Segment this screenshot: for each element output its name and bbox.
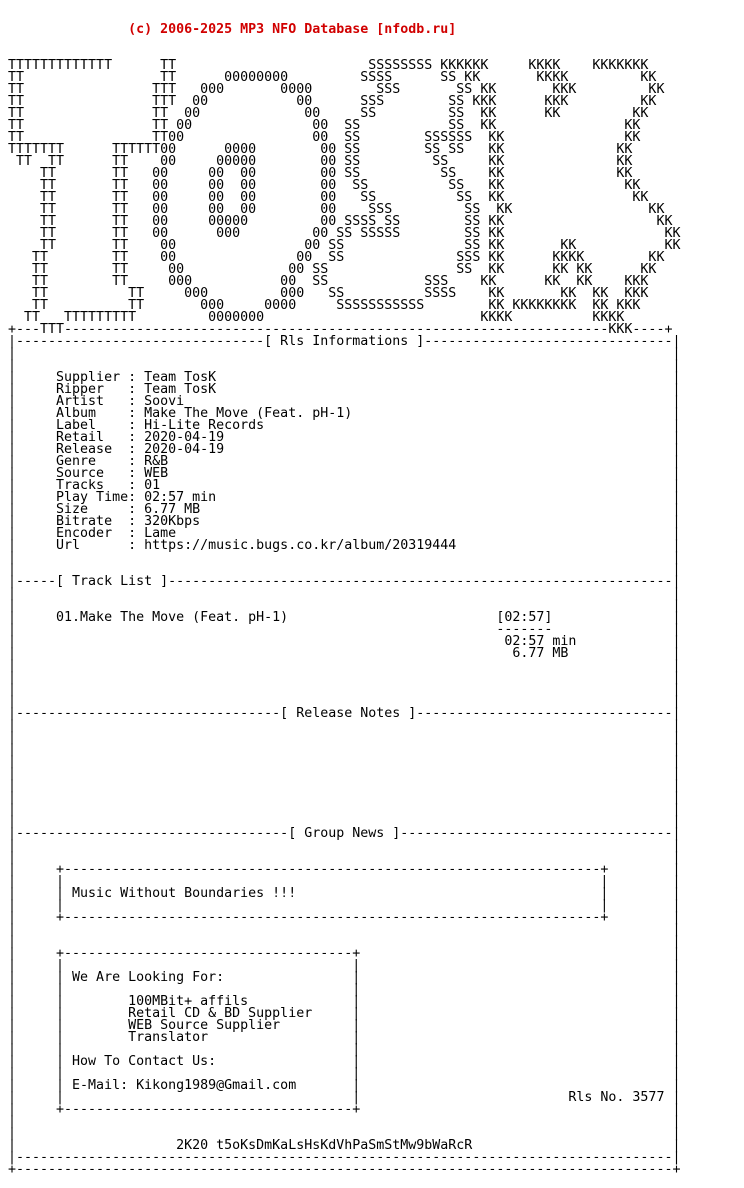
nfo-line: | ------- |	[8, 622, 681, 637]
nfo-line: | |	[8, 790, 681, 805]
nfo-line: TT TT 00 00 00 00 SS SS KK KK	[8, 190, 649, 205]
nfo-line: | |	[8, 802, 681, 817]
nfo-line: | |	[8, 682, 681, 697]
nfo-line: | |	[8, 934, 681, 949]
nfo-line: TT TTT 000 0000 SSS SS KK KKK KK	[8, 82, 665, 97]
nfo-line: TT TT 00 00 SS SS KK KK	[8, 118, 641, 133]
nfo-line: | | E-Mail: Kikong1989@Gmail.com | |	[8, 1078, 681, 1093]
nfo-line: | 2K20 t5oKsDmKaLsHsKdVhPaSmStMw9bWaRcR |	[8, 1138, 681, 1153]
nfo-line: | | | |	[8, 982, 681, 997]
nfo-line: |-----[ Track List ]---------------------------------------------------------------|	[8, 574, 681, 589]
nfo-document	[8, 0, 680, 1188]
nfo-line: | Encoder : Lame |	[8, 526, 681, 541]
nfo-line: TT TT 00 00 00 00 SS SS KK KK	[8, 166, 633, 181]
nfo-line: |---------------------------------[ Release Notes ]--------------------------------|	[8, 706, 681, 721]
copyright-header: (c) 2006-2025 MP3 NFO Database [nfodb.ru]	[8, 22, 457, 37]
nfo-line: | Artist : Soovi |	[8, 394, 681, 409]
nfo-line: | |	[8, 730, 681, 745]
nfo-line: | | We Are Looking For: | |	[8, 970, 681, 985]
nfo-line: | |	[8, 670, 681, 685]
nfo-line: | | | Rls No. 3577 |	[8, 1090, 681, 1105]
nfo-line: | Play Time: 02:57 min |	[8, 490, 681, 505]
nfo-line: | |	[8, 598, 681, 613]
nfo-line: TT TT 00 00000 00 SSSS SS SS KK KK	[8, 214, 673, 229]
nfo-line: |----------------------------------[ Group News ]----------------------------------|	[8, 826, 681, 841]
nfo-line: | |	[8, 586, 681, 601]
nfo-line: | |	[8, 838, 681, 853]
nfo-line: | |	[8, 694, 681, 709]
nfo-line: +----------------------------------------------------------------------------------+	[8, 1162, 681, 1177]
nfo-line: |-------------------------------[ Rls Informations ]-------------------------------|	[8, 334, 681, 349]
nfo-line: | Url : https://music.bugs.co.kr/album/20319444 |	[8, 538, 681, 553]
nfo-line: TT TT TT 00 00000 00 SS SS KK KK	[8, 154, 633, 169]
nfo-line: | | | |	[8, 898, 681, 913]
nfo-line: | |	[8, 658, 681, 673]
nfo-line: TT TT 00 00 SS SS KK KK KK	[8, 238, 681, 253]
nfo-line: TTTTTTT TTTTTT00 0000 00 SS SS SS KK KK	[8, 142, 633, 157]
nfo-line: | |	[8, 718, 681, 733]
nfo-line: TT TTTTTTTTT 0000000 KKKK KKKK	[8, 310, 625, 325]
nfo-line: | +------------------------------------+ |	[8, 946, 681, 961]
nfo-line: | Tracks : 01 |	[8, 478, 681, 493]
nfo-line: | | 100MBit+ affils | |	[8, 994, 681, 1009]
nfo-line: TT TT 000 000 SS SSSS KK KK KK KKK	[8, 286, 649, 301]
nfo-line: | Retail : 2020-04-19 |	[8, 430, 681, 445]
nfo-line: TTTTTTTTTTTTT TT SSSSSSSS KKKKKK KKKK KKKKKKK	[8, 58, 649, 73]
nfo-line: TT TT 00 00 SS SSS KK KKKK KK	[8, 250, 665, 265]
nfo-line: | |	[8, 562, 681, 577]
nfo-line: | | Translator | |	[8, 1030, 681, 1045]
nfo-line: | |	[8, 550, 681, 565]
nfo-line: | | Music Without Boundaries !!! | |	[8, 886, 681, 901]
nfo-line: | Album : Make The Move (Feat. pH-1) |	[8, 406, 681, 421]
nfo-line: | Bitrate : 320Kbps |	[8, 514, 681, 529]
nfo-line: | | | |	[8, 1042, 681, 1057]
nfo-line: TT TT 000 00 SS SSS KK KK KK KKK	[8, 274, 649, 289]
nfo-line: | 02:57 min |	[8, 634, 681, 649]
nfo-line: | +-------------------------------------------------------------------+ |	[8, 910, 681, 925]
nfo-line: TT TT 000 0000 SSSSSSSSSSS KK KKKKKKKK KK KKK	[8, 298, 641, 313]
nfo-line: | | Retail CD & BD Supplier | |	[8, 1006, 681, 1021]
nfo-line: | | | |	[8, 874, 681, 889]
nfo-line: | |	[8, 742, 681, 757]
nfo-line: | |	[8, 754, 681, 769]
nfo-line: +---TTT--------------------------------------------------------------------KKK----+	[8, 322, 673, 337]
nfo-line: | Label : Hi-Lite Records |	[8, 418, 681, 433]
nfo-line: | | | |	[8, 958, 681, 973]
nfo-line: | Size : 6.77 MB |	[8, 502, 681, 517]
nfo-line: | +------------------------------------+ |	[8, 1102, 681, 1117]
nfo-line: TT TT 00 00 00 00 SS SS KK KK	[8, 178, 641, 193]
nfo-line: TT TTT 00 00 SSS SS KKK KKK KK	[8, 94, 657, 109]
nfo-line: | Supplier : Team TosK |	[8, 370, 681, 385]
nfo-line: | |	[8, 1114, 681, 1129]
nfo-line: | Genre : R&B |	[8, 454, 681, 469]
nfo-line: | +-------------------------------------------------------------------+ |	[8, 862, 681, 877]
nfo-line: TT TT00 00 SS SSSSSS KK KK	[8, 130, 641, 145]
nfo-line: | 6.77 MB |	[8, 646, 681, 661]
nfo-line: | | WEB Source Supplier | |	[8, 1018, 681, 1033]
nfo-line: TT TT 00 000 00 SS SSSSS SS KK KK	[8, 226, 681, 241]
nfo-line: | | | |	[8, 1066, 681, 1081]
nfo-line: | 01.Make The Move (Feat. pH-1) [02:57] |	[8, 610, 681, 625]
nfo-line: | Ripper : Team TosK |	[8, 382, 681, 397]
nfo-line: | Release : 2020-04-19 |	[8, 442, 681, 457]
nfo-line: | Source : WEB |	[8, 466, 681, 481]
nfo-line: | |	[8, 1126, 681, 1141]
nfo-line: | | How To Contact Us: | |	[8, 1054, 681, 1069]
nfo-line: TT TT 00 00 SS SS KK KK KK	[8, 106, 649, 121]
nfo-line: | |	[8, 922, 681, 937]
nfo-line: | |	[8, 358, 681, 373]
nfo-line: | |	[8, 814, 681, 829]
nfo-line: |----------------------------------------------------------------------------------|	[8, 1150, 681, 1165]
nfo-line: | |	[8, 766, 681, 781]
nfo-line: TT TT 00000000 SSSS SS KK KKKK KK	[8, 70, 657, 85]
nfo-line: TT TT 00 00 SS SS KK KK KK KK	[8, 262, 657, 277]
nfo-line: | |	[8, 850, 681, 865]
nfo-body	[8, 60, 680, 1176]
nfo-line: | |	[8, 778, 681, 793]
nfo-line: | |	[8, 346, 681, 361]
nfo-line: TT TT 00 00 00 00 SSS SS KK KK	[8, 202, 665, 217]
